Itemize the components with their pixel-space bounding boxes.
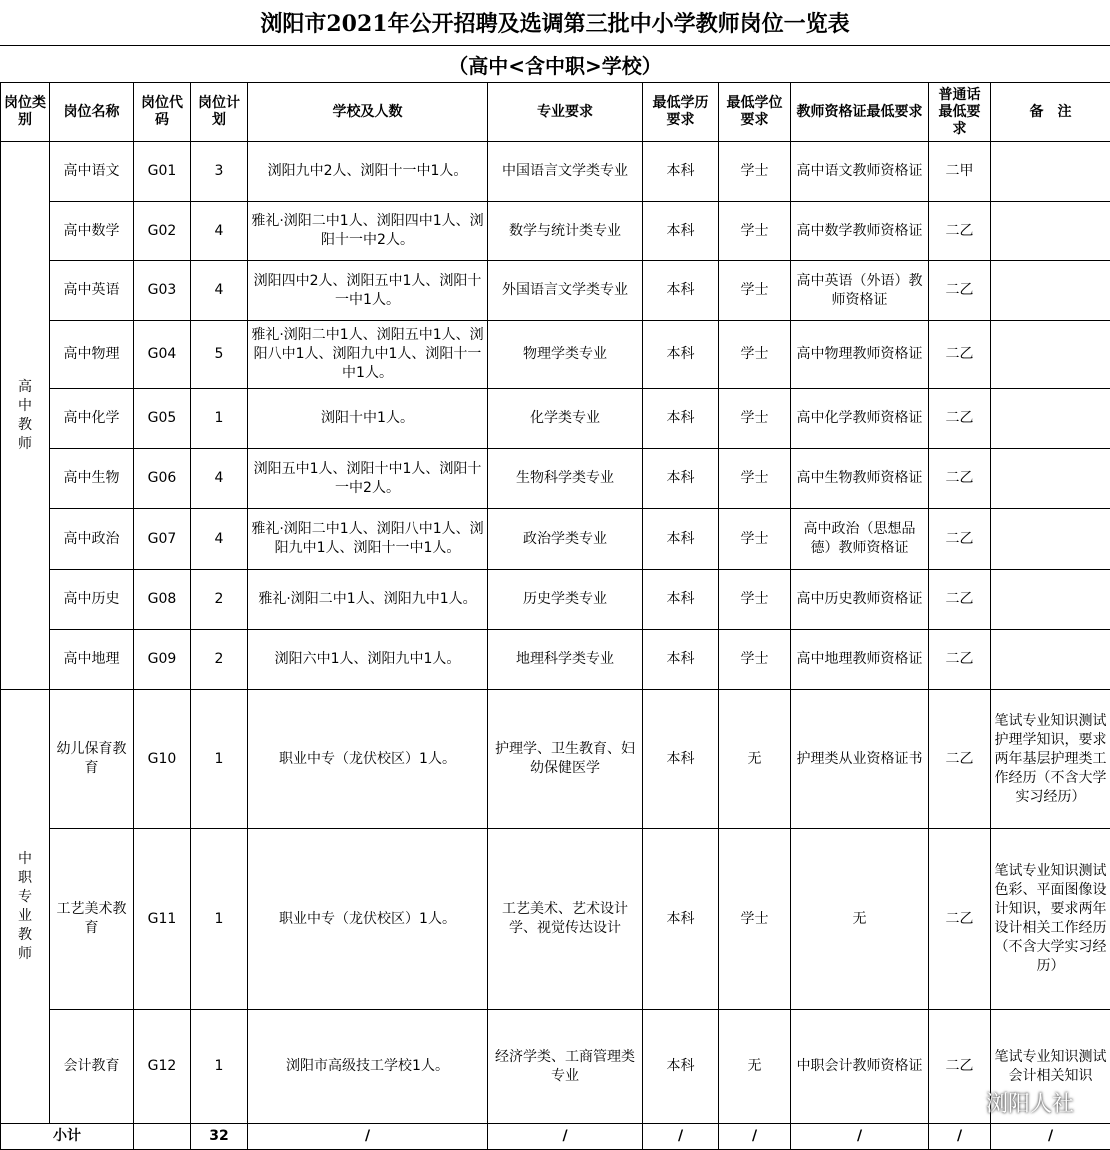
- row-remark: 笔试专业知识测试色彩、平面图像设计知识，要求两年设计相关工作经历（不含大学实习经历）: [991, 829, 1110, 1010]
- header-code: 岗位代码: [134, 83, 191, 142]
- row-code: G01: [134, 142, 191, 202]
- row-code: G12: [134, 1010, 191, 1124]
- row-cert: 高中地理教师资格证: [791, 630, 929, 690]
- table-row: [1, 509, 1110, 570]
- row-name: 幼儿保育教育: [50, 690, 134, 829]
- watermark-text: 浏阳人社: [986, 1087, 1074, 1118]
- row-major: 工艺美术、艺术设计学、视觉传达设计: [488, 829, 643, 1010]
- row-degree: 学士: [719, 509, 791, 570]
- row-cert: 高中英语（外语）教师资格证: [791, 261, 929, 321]
- watermark: [948, 1087, 1074, 1118]
- row-plan: 1: [191, 829, 248, 1010]
- table-row: [1, 1010, 1110, 1124]
- row-education: 本科: [643, 509, 719, 570]
- row-remark: [991, 630, 1110, 690]
- row-remark: [991, 570, 1110, 630]
- row-education: 本科: [643, 261, 719, 321]
- row-name: 会计教育: [50, 1010, 134, 1124]
- row-name: 高中英语: [50, 261, 134, 321]
- row-education: 本科: [643, 321, 719, 389]
- row-code: G10: [134, 690, 191, 829]
- row-mandarin: 二乙: [929, 1010, 991, 1124]
- row-major: 生物科学类专业: [488, 449, 643, 509]
- row-code: G05: [134, 389, 191, 449]
- row-plan: 2: [191, 570, 248, 630]
- table-row: [1, 449, 1110, 509]
- row-schools: 职业中专（龙伏校区）1人。: [248, 829, 488, 1010]
- row-code: G04: [134, 321, 191, 389]
- row-schools: 雅礼·浏阳二中1人、浏阳九中1人。: [248, 570, 488, 630]
- row-plan: 2: [191, 630, 248, 690]
- row-degree: 学士: [719, 389, 791, 449]
- subtotal-total: 32: [191, 1124, 248, 1150]
- row-mandarin: 二甲: [929, 142, 991, 202]
- page-title: 浏阳市2021年公开招聘及选调第三批中小学教师岗位一览表: [0, 0, 1110, 46]
- row-plan: 5: [191, 321, 248, 389]
- page-subtitle: （高中<含中职>学校）: [0, 46, 1110, 82]
- category-high-school-label: 高 中 教 师: [1, 378, 49, 454]
- row-degree: 学士: [719, 570, 791, 630]
- table-row: [1, 389, 1110, 449]
- row-cert: 中职会计教师资格证: [791, 1010, 929, 1124]
- row-major: 外国语言文学类专业: [488, 261, 643, 321]
- row-name: 高中政治: [50, 509, 134, 570]
- header-schools: 学校及人数: [248, 83, 488, 142]
- row-plan: 4: [191, 202, 248, 261]
- row-remark: [991, 389, 1110, 449]
- table-row: [1, 690, 1110, 829]
- row-cert: 高中历史教师资格证: [791, 570, 929, 630]
- row-education: 本科: [643, 449, 719, 509]
- row-plan: 3: [191, 142, 248, 202]
- row-education: 本科: [643, 630, 719, 690]
- row-schools: 雅礼·浏阳二中1人、浏阳八中1人、浏阳九中1人、浏阳十一中1人。: [248, 509, 488, 570]
- row-schools: 浏阳六中1人、浏阳九中1人。: [248, 630, 488, 690]
- row-mandarin: 二乙: [929, 509, 991, 570]
- row-plan: 4: [191, 449, 248, 509]
- header-name: 岗位名称: [50, 83, 134, 142]
- row-name: 高中化学: [50, 389, 134, 449]
- table-row: [1, 261, 1110, 321]
- header-row: [1, 83, 1110, 142]
- row-remark: 笔试专业知识测试会计相关知识: [991, 1010, 1110, 1124]
- positions-table: [0, 82, 1110, 1150]
- row-major: 中国语言文学类专业: [488, 142, 643, 202]
- header-cert: 教师资格证最低要求: [791, 83, 929, 142]
- row-mandarin: 二乙: [929, 630, 991, 690]
- row-cert: 高中政治（思想品德）教师资格证: [791, 509, 929, 570]
- row-education: 本科: [643, 690, 719, 829]
- row-mandarin: 二乙: [929, 690, 991, 829]
- subtotal-slash: /: [791, 1124, 929, 1150]
- row-major: 地理科学类专业: [488, 630, 643, 690]
- header-remark: 备 注: [991, 83, 1110, 142]
- row-remark: [991, 449, 1110, 509]
- row-education: 本科: [643, 142, 719, 202]
- row-cert: 高中数学教师资格证: [791, 202, 929, 261]
- table-row: [1, 321, 1110, 389]
- category-high-school: [1, 142, 50, 690]
- row-cert: 高中生物教师资格证: [791, 449, 929, 509]
- table-row: [1, 570, 1110, 630]
- subtotal-slash: /: [719, 1124, 791, 1150]
- row-code: G06: [134, 449, 191, 509]
- row-code: G11: [134, 829, 191, 1010]
- row-plan: 1: [191, 389, 248, 449]
- row-major: 经济学类、工商管理类专业: [488, 1010, 643, 1124]
- row-schools: 浏阳五中1人、浏阳十中1人、浏阳十一中2人。: [248, 449, 488, 509]
- row-major: 政治学类专业: [488, 509, 643, 570]
- subtotal-label: 小计: [1, 1124, 134, 1150]
- row-schools: 浏阳市高级技工学校1人。: [248, 1010, 488, 1124]
- row-code: G07: [134, 509, 191, 570]
- row-mandarin: 二乙: [929, 389, 991, 449]
- row-name: 高中历史: [50, 570, 134, 630]
- subtotal-slash: /: [248, 1124, 488, 1150]
- row-schools: 职业中专（龙伏校区）1人。: [248, 690, 488, 829]
- row-degree: 学士: [719, 202, 791, 261]
- header-major: 专业要求: [488, 83, 643, 142]
- row-name: 高中生物: [50, 449, 134, 509]
- row-education: 本科: [643, 570, 719, 630]
- row-mandarin: 二乙: [929, 202, 991, 261]
- row-code: G02: [134, 202, 191, 261]
- row-education: 本科: [643, 389, 719, 449]
- row-cert: 高中语文教师资格证: [791, 142, 929, 202]
- row-name: 高中数学: [50, 202, 134, 261]
- row-schools: 雅礼·浏阳二中1人、浏阳五中1人、浏阳八中1人、浏阳九中1人、浏阳十一中1人。: [248, 321, 488, 389]
- row-code: G09: [134, 630, 191, 690]
- category-vocational-label: 中 职 专 业 教 师: [1, 850, 49, 964]
- row-major: 物理学类专业: [488, 321, 643, 389]
- row-name: 高中地理: [50, 630, 134, 690]
- row-major: 历史学类专业: [488, 570, 643, 630]
- header-category: 岗位类别: [1, 83, 50, 142]
- row-code: G08: [134, 570, 191, 630]
- row-degree: 学士: [719, 261, 791, 321]
- row-plan: 4: [191, 509, 248, 570]
- row-remark: [991, 202, 1110, 261]
- wechat-icon: [948, 1092, 978, 1114]
- table-row: [1, 630, 1110, 690]
- table-row: [1, 202, 1110, 261]
- subtotal-slash: /: [643, 1124, 719, 1150]
- row-education: 本科: [643, 829, 719, 1010]
- subtotal-slash: /: [488, 1124, 643, 1150]
- category-vocational: [1, 690, 50, 1124]
- subtotal-slash: /: [991, 1124, 1110, 1150]
- row-mandarin: 二乙: [929, 321, 991, 389]
- row-degree: 学士: [719, 449, 791, 509]
- row-education: 本科: [643, 202, 719, 261]
- row-degree: 无: [719, 690, 791, 829]
- row-name: 工艺美术教育: [50, 829, 134, 1010]
- row-mandarin: 二乙: [929, 829, 991, 1010]
- row-plan: 1: [191, 690, 248, 829]
- row-remark: [991, 142, 1110, 202]
- row-mandarin: 二乙: [929, 570, 991, 630]
- row-plan: 4: [191, 261, 248, 321]
- row-remark: 笔试专业知识测试护理学知识，要求两年基层护理类工作经历（不含大学实习经历）: [991, 690, 1110, 829]
- row-degree: 无: [719, 1010, 791, 1124]
- row-cert: 护理类从业资格证书: [791, 690, 929, 829]
- row-name: 高中语文: [50, 142, 134, 202]
- row-remark: [991, 261, 1110, 321]
- row-cert: 高中物理教师资格证: [791, 321, 929, 389]
- row-degree: 学士: [719, 630, 791, 690]
- row-schools: 雅礼·浏阳二中1人、浏阳四中1人、浏阳十一中2人。: [248, 202, 488, 261]
- row-remark: [991, 321, 1110, 389]
- row-mandarin: 二乙: [929, 449, 991, 509]
- row-education: 本科: [643, 1010, 719, 1124]
- row-schools: 浏阳十中1人。: [248, 389, 488, 449]
- row-schools: 浏阳四中2人、浏阳五中1人、浏阳十一中1人。: [248, 261, 488, 321]
- row-mandarin: 二乙: [929, 261, 991, 321]
- subtotal-row: [1, 1124, 1110, 1150]
- row-major: 数学与统计类专业: [488, 202, 643, 261]
- row-plan: 1: [191, 1010, 248, 1124]
- row-major: 护理学、卫生教育、妇幼保健医学: [488, 690, 643, 829]
- subtotal-slash: /: [929, 1124, 991, 1150]
- row-name: 高中物理: [50, 321, 134, 389]
- row-cert: 无: [791, 829, 929, 1010]
- subtotal-empty: [134, 1124, 191, 1150]
- row-schools: 浏阳九中2人、浏阳十一中1人。: [248, 142, 488, 202]
- table-row: [1, 829, 1110, 1010]
- row-code: G03: [134, 261, 191, 321]
- header-degree: 最低学位要求: [719, 83, 791, 142]
- header-plan: 岗位计划: [191, 83, 248, 142]
- row-major: 化学类专业: [488, 389, 643, 449]
- row-degree: 学士: [719, 829, 791, 1010]
- header-education: 最低学历要求: [643, 83, 719, 142]
- table-row: [1, 142, 1110, 202]
- row-degree: 学士: [719, 321, 791, 389]
- header-mandarin: 普通话最低要求: [929, 83, 991, 142]
- row-remark: [991, 509, 1110, 570]
- row-cert: 高中化学教师资格证: [791, 389, 929, 449]
- row-degree: 学士: [719, 142, 791, 202]
